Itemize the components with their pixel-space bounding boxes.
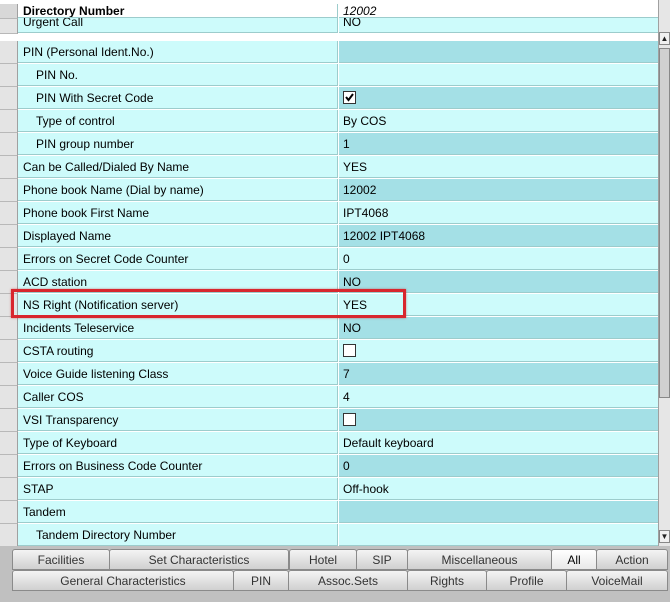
- property-label: Displayed Name: [18, 225, 338, 247]
- property-value-text: By COS: [343, 114, 387, 128]
- property-row: [0, 455, 658, 478]
- property-value[interactable]: [339, 432, 658, 454]
- property-value[interactable]: [339, 110, 658, 132]
- property-row: [0, 156, 658, 179]
- row-gutter[interactable]: [0, 156, 18, 179]
- header-row: [0, 4, 658, 22]
- tab-pin[interactable]: PIN: [233, 570, 289, 591]
- property-value-text: NO: [343, 321, 361, 335]
- property-row: [0, 386, 658, 409]
- property-value[interactable]: [339, 386, 658, 408]
- property-label: Phone book Name (Dial by name): [18, 179, 338, 201]
- row-gutter[interactable]: [0, 501, 18, 524]
- property-value[interactable]: [339, 478, 658, 500]
- property-row: [0, 133, 658, 156]
- tab-sip[interactable]: SIP: [356, 549, 408, 570]
- row-gutter[interactable]: [0, 478, 18, 501]
- property-value-text: IPT4068: [343, 206, 389, 220]
- property-value[interactable]: [339, 64, 658, 86]
- tab-bar: [0, 546, 670, 602]
- property-row: [0, 179, 658, 202]
- row-gutter[interactable]: [0, 225, 18, 248]
- property-value[interactable]: [339, 156, 658, 178]
- row-gutter[interactable]: [0, 432, 18, 455]
- property-row: [0, 225, 658, 248]
- property-label: Errors on Secret Code Counter: [18, 248, 338, 270]
- property-label: NS Right (Notification server): [18, 294, 338, 316]
- scroll-down-button[interactable]: ▼: [660, 532, 669, 541]
- tab-assoc-sets[interactable]: Assoc.Sets: [288, 570, 408, 591]
- property-row: [0, 501, 658, 524]
- property-label: Voice Guide listening Class: [18, 363, 338, 385]
- row-gutter[interactable]: [0, 110, 18, 133]
- directory-number-label: Directory Number: [18, 4, 338, 18]
- property-row: [0, 64, 658, 87]
- property-value[interactable]: [339, 179, 658, 201]
- tab-action[interactable]: Action: [596, 549, 668, 570]
- property-row: [0, 271, 658, 294]
- property-row: [0, 110, 658, 133]
- property-row: [0, 432, 658, 455]
- property-value[interactable]: [339, 294, 658, 316]
- row-gutter[interactable]: [0, 133, 18, 156]
- checkbox[interactable]: [343, 413, 356, 426]
- property-value[interactable]: [339, 409, 658, 431]
- property-value-text: YES: [343, 298, 368, 312]
- property-value-text: 4: [343, 390, 350, 404]
- row-gutter[interactable]: [0, 386, 18, 409]
- property-label: VSI Transparency: [18, 409, 338, 431]
- row-gutter[interactable]: [0, 317, 18, 340]
- property-value[interactable]: [339, 501, 658, 523]
- property-label: Phone book First Name: [18, 202, 338, 224]
- property-row: [0, 317, 658, 340]
- property-value-text: Off-hook: [343, 482, 389, 496]
- property-value-text: YES: [343, 160, 368, 174]
- tab-rights[interactable]: Rights: [407, 570, 487, 591]
- property-value[interactable]: [339, 248, 658, 270]
- row-gutter[interactable]: [0, 271, 18, 294]
- property-label: Type of Keyboard: [18, 432, 338, 454]
- property-label: Tandem Directory Number: [18, 524, 338, 546]
- property-label: Urgent Call: [18, 18, 338, 33]
- row-gutter[interactable]: [0, 87, 18, 110]
- property-row: [0, 87, 658, 110]
- property-label: PIN With Secret Code: [18, 87, 338, 109]
- row-gutter[interactable]: [0, 41, 18, 64]
- tab-general-characteristics[interactable]: General Characteristics: [12, 570, 234, 591]
- tab-voicemail[interactable]: VoiceMail: [566, 570, 668, 591]
- property-value[interactable]: [339, 87, 658, 109]
- row-gutter[interactable]: [0, 202, 18, 225]
- property-row: [0, 524, 658, 546]
- tab-hotel[interactable]: Hotel: [289, 549, 357, 570]
- row-gutter[interactable]: [0, 179, 18, 202]
- tab-miscellaneous[interactable]: Miscellaneous: [407, 549, 552, 570]
- property-label: Caller COS: [18, 386, 338, 408]
- property-row: [0, 202, 658, 225]
- property-value-text: 12002: [343, 183, 377, 197]
- property-value-text: 12002 IPT4068: [343, 229, 426, 243]
- property-value[interactable]: [339, 133, 658, 155]
- property-value[interactable]: [339, 455, 658, 477]
- row-gutter[interactable]: [0, 340, 18, 363]
- property-value[interactable]: [339, 317, 658, 339]
- property-value-text: Default keyboard: [343, 436, 434, 450]
- property-value-text: 1: [343, 137, 350, 151]
- property-value-text: 7: [343, 367, 350, 381]
- property-label: PIN group number: [18, 133, 338, 155]
- row-gutter[interactable]: [0, 409, 18, 432]
- property-label: Incidents Teleservice: [18, 317, 338, 339]
- property-row: [0, 294, 658, 317]
- property-row: [0, 478, 658, 501]
- row-gutter[interactable]: [0, 248, 18, 271]
- tab-set-characteristics[interactable]: Set Characteristics: [109, 549, 289, 570]
- property-label: Errors on Business Code Counter: [18, 455, 338, 477]
- property-row: [0, 41, 658, 64]
- property-value-text: 0: [343, 459, 350, 473]
- row-gutter[interactable]: [0, 455, 18, 478]
- property-value[interactable]: [339, 524, 658, 546]
- vertical-scrollbar[interactable]: [658, 0, 670, 546]
- directory-number-value[interactable]: 12002: [339, 4, 658, 18]
- property-label: Type of control: [18, 110, 338, 132]
- property-row: [0, 340, 658, 363]
- property-row: [0, 363, 658, 386]
- property-value[interactable]: [339, 363, 658, 385]
- property-value-text: NO: [343, 18, 361, 29]
- property-value-text: 0: [343, 252, 350, 266]
- checkbox[interactable]: [343, 91, 356, 104]
- tab-profile[interactable]: Profile: [486, 570, 567, 591]
- property-row: [0, 248, 658, 271]
- property-value[interactable]: [339, 271, 658, 293]
- scroll-up-button[interactable]: ▲: [660, 34, 669, 43]
- property-value[interactable]: [339, 340, 658, 362]
- tab-all[interactable]: All: [551, 549, 597, 570]
- property-label: STAP: [18, 478, 338, 500]
- property-label: PIN No.: [18, 64, 338, 86]
- property-row: [0, 409, 658, 432]
- property-label: CSTA routing: [18, 340, 338, 362]
- property-label: PIN (Personal Ident.No.): [18, 41, 338, 63]
- checkbox[interactable]: [343, 344, 356, 357]
- property-value[interactable]: [339, 41, 658, 63]
- property-value-text: NO: [343, 275, 361, 289]
- property-label: Tandem: [18, 501, 338, 523]
- scroll-thumb[interactable]: [659, 48, 670, 398]
- property-label: Can be Called/Dialed By Name: [18, 156, 338, 178]
- row-gutter[interactable]: [0, 4, 18, 19]
- tab-facilities[interactable]: Facilities: [12, 549, 110, 570]
- row-gutter[interactable]: [0, 294, 18, 317]
- row-gutter[interactable]: [0, 524, 18, 546]
- row-gutter[interactable]: [0, 64, 18, 87]
- property-value[interactable]: [339, 225, 658, 247]
- property-label: ACD station: [18, 271, 338, 293]
- property-value[interactable]: [339, 202, 658, 224]
- row-gutter[interactable]: [0, 363, 18, 386]
